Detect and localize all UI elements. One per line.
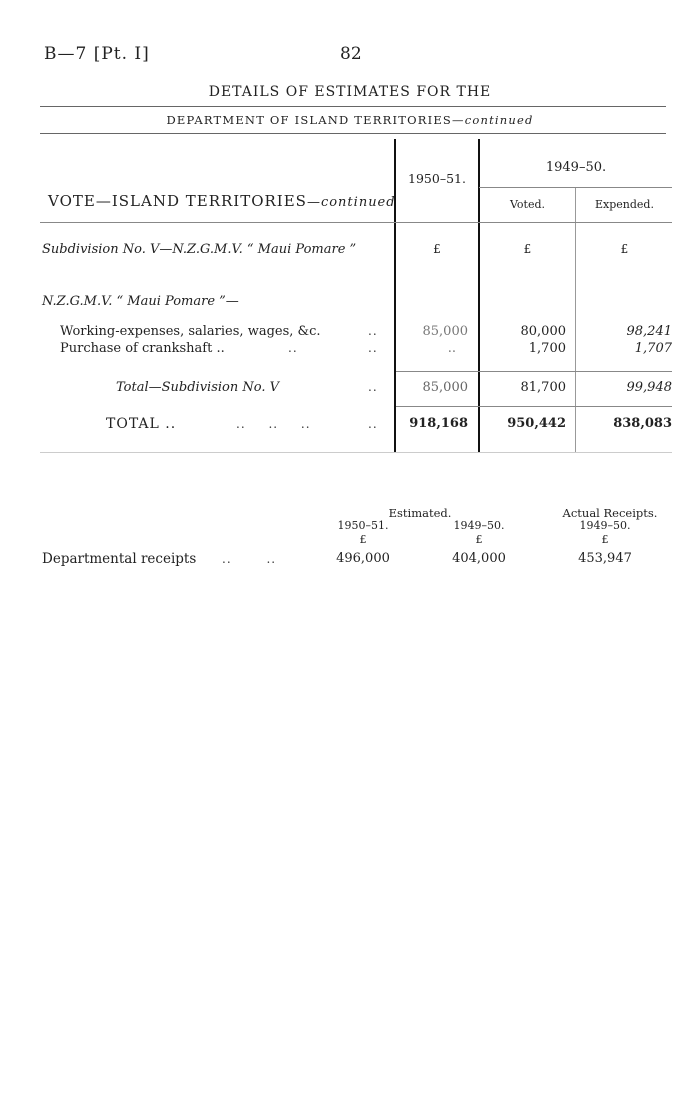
header-rule (479, 187, 672, 188)
amount-voted: 80,000 (520, 324, 566, 339)
receipts-label: Departmental receipts (42, 551, 197, 567)
leader-dots: .. .. (222, 552, 277, 566)
subtotal-1950: 85,000 (422, 380, 468, 395)
department-name: DEPARTMENT OF ISLAND TERRITORIES (166, 113, 452, 127)
column-header-1949: 1949–50. (545, 160, 607, 175)
subdivision-title: Subdivision No. V—N.Z.G.M.V. “ Maui Pomare ” (42, 242, 357, 257)
subtitle-rule (40, 133, 666, 134)
currency-symbol: £ (523, 242, 532, 256)
total-rule (396, 406, 672, 407)
receipts-1949-50: 404,000 (452, 551, 506, 566)
amount-expended: 1,707 (634, 341, 672, 356)
column-header-1950: 1950–51. (408, 171, 466, 186)
leader-dots: .. (368, 380, 378, 394)
currency-symbol: £ (475, 533, 483, 546)
total-label: TOTAL .. (106, 416, 177, 432)
leader-dots: .. .. .. (236, 417, 311, 431)
vote-heading (48, 192, 396, 210)
subtotal-rule (396, 371, 672, 372)
receipts-actual-1949-50: 453,947 (578, 551, 632, 566)
leader-dots: .. (368, 417, 378, 431)
actual-receipts-heading: Actual Receipts. (562, 506, 658, 520)
total-1950: 918,168 (409, 416, 468, 431)
department-subtitle (0, 113, 700, 127)
header-bottom-rule (40, 222, 672, 223)
amount-1950: 85,000 (422, 324, 468, 339)
document-reference: B—7 [Pt. I] (44, 44, 150, 64)
currency-symbol: £ (433, 242, 441, 256)
receipts-1950-51: 496,000 (336, 551, 390, 566)
table-bottom-rule (40, 452, 672, 453)
total-voted: 950,442 (507, 416, 566, 431)
amount-voted: 1,700 (528, 341, 566, 356)
vote-label: VOTE—ISLAND TERRITORIES (48, 192, 307, 210)
total-expended: 838,083 (613, 416, 672, 431)
subtotal-label: Total—Subdivision No. V (116, 380, 279, 395)
currency-symbol: £ (601, 533, 609, 546)
group-label: N.Z.G.M.V. “ Maui Pomare ”— (42, 294, 239, 309)
leader-dots: .. (288, 341, 298, 355)
year-1949-50: 1949–50. (453, 519, 505, 532)
continued-label: —continued (452, 113, 534, 127)
year-1950-51: 1950–51. (337, 519, 389, 532)
year-1949-50-actual: 1949–50. (579, 519, 631, 532)
subtotal-voted: 81,700 (520, 380, 566, 395)
currency-symbol: £ (620, 242, 629, 256)
column-header-voted: Voted. (509, 198, 546, 211)
amount-1950: .. (447, 341, 456, 356)
title-rule (40, 106, 666, 107)
page-number: 82 (340, 44, 362, 64)
line-item-label: Working-expenses, salaries, wages, &c. (60, 324, 321, 339)
amount-expended: 98,241 (626, 324, 672, 339)
column-header-expended: Expended. (595, 198, 654, 211)
estimated-heading: Estimated. (388, 506, 452, 520)
leader-dots: .. (368, 324, 378, 338)
page-title: DETAILS OF ESTIMATES FOR THE (208, 84, 492, 100)
leader-dots: .. (368, 341, 378, 355)
currency-symbol: £ (359, 533, 367, 546)
column-divider (575, 188, 576, 452)
line-item-label: Purchase of crankshaft .. (60, 341, 225, 356)
vote-continued: —continued (306, 195, 396, 210)
subtotal-expended: 99,948 (626, 380, 672, 395)
